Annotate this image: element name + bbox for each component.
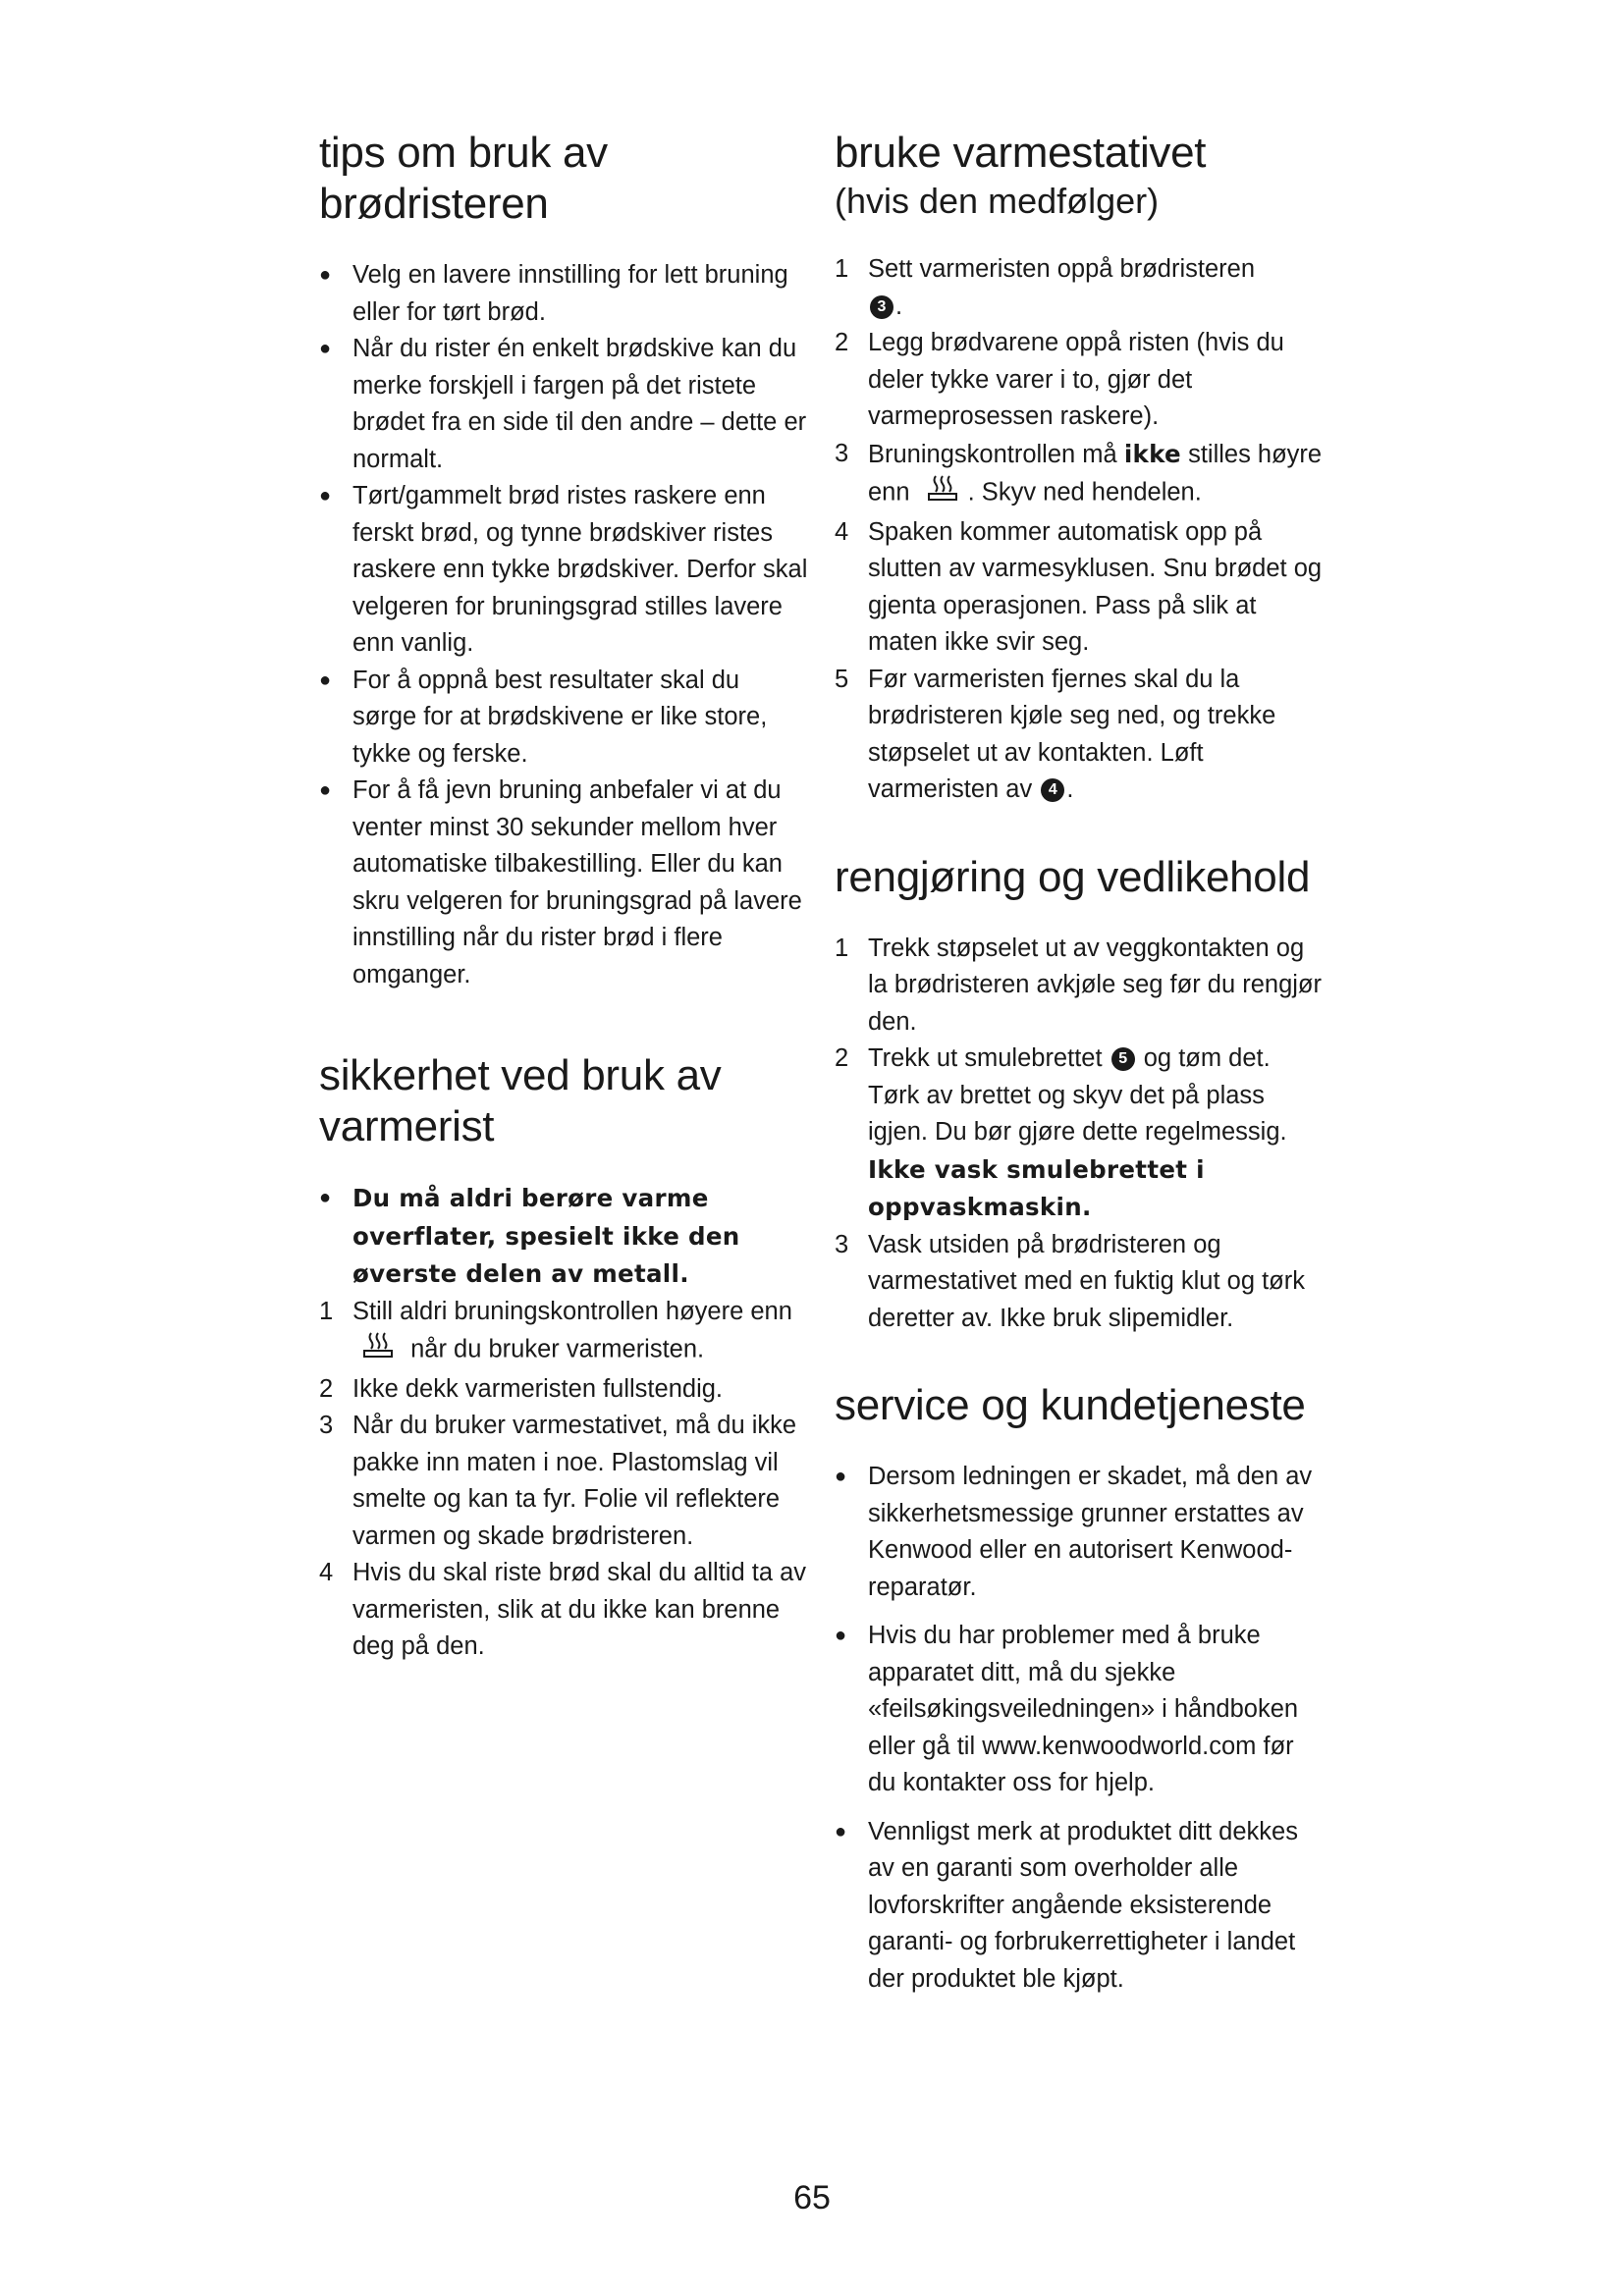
- list-item: ● For å oppnå best resultater skal du sørge for at brødskivene er like store, tykke og ferske.: [319, 663, 810, 774]
- rack-heading: bruke varmestativet: [835, 129, 1207, 177]
- warning-text: Du må aldri berøre varme overflater, spesielt ikke den øverste delen av metall.: [352, 1184, 740, 1288]
- service-heading: service og kundetjeneste: [835, 1381, 1306, 1429]
- item-number: 1: [835, 255, 849, 283]
- item-number: 3: [835, 1230, 849, 1258]
- item-number: 1: [319, 1297, 334, 1325]
- bullet-icon: ●: [319, 668, 332, 691]
- list-item: 1 Trekk støpselet ut av veggkontakten og la brødristeren avkjøle seg før du rengjør den.: [835, 931, 1326, 1041]
- warning-item: [319, 1180, 810, 1294]
- item-number: 2: [835, 1044, 849, 1072]
- service-list: [835, 1459, 1326, 1998]
- list-item: 3 Vask utsiden på brødristeren og varmestativet med en fuktig klut og tørk deretter av. Ikke bruk slipemidler.: [835, 1227, 1326, 1338]
- bullet-icon: ●: [835, 1466, 847, 1487]
- item-number: 2: [319, 1374, 334, 1403]
- safety-heading-line2: varmerist: [319, 1102, 495, 1150]
- cleaning-list: [835, 931, 1326, 1338]
- emphasis-text: ikke: [1123, 439, 1181, 468]
- list-item: ● Velg en lavere innstilling for lett bruning eller for tørt brød.: [319, 257, 810, 331]
- rack-subtitle: (hvis den medfølger): [835, 181, 1160, 221]
- bullet-icon: ●: [835, 1820, 847, 1842]
- tips-list: [319, 257, 810, 993]
- list-item: ● Når du rister én enkelt brødskive kan du merke forskjell i fargen på det ristete brødet fra en side til den andre – dette er normalt.: [319, 331, 810, 478]
- bullet-icon: ●: [319, 1187, 332, 1208]
- list-item: 4 Spaken kommer automatisk opp på slutten av varmesyklusen. Snu brødet og gjenta operasjonen. Pass på slik at maten ikke svir seg.: [835, 514, 1326, 662]
- list-item: ● Vennligst merk at produktet ditt dekkes av en garanti som overholder alle lovforskrifter angående eksisterende garanti- og forbrukerrettigheter i landet der produktet ble kjøpt.: [835, 1814, 1326, 1999]
- item-number: 4: [319, 1559, 334, 1586]
- list-item: 4 Hvis du skal riste brød skal du alltid ta av varmeristen, slik at du ikke kan brenne deg på den.: [319, 1555, 810, 1666]
- item-number: 3: [835, 439, 849, 467]
- item-number: 1: [835, 934, 849, 962]
- bullet-icon: ●: [319, 779, 332, 801]
- list-item: 5 Før varmeristen fjernes skal du la brødristeren kjøle seg ned, og trekke støpselet ut av kontakten. Løft varmeristen av 4 .: [835, 662, 1326, 809]
- item-number: 2: [835, 329, 849, 356]
- list-item: 1 Sett varmeristen oppå brødristeren 3 .: [835, 251, 1326, 325]
- item-number: 3: [319, 1412, 334, 1439]
- tips-heading-line2: brødristeren: [319, 180, 549, 228]
- left-column: [319, 128, 810, 1666]
- list-item: ● Dersom ledningen er skadet, må den av sikkerhetsmessige grunner erstattes av Kenwood eller en autorisert Kenwood-reparatør.: [835, 1459, 1326, 1606]
- list-item: 2 Legg brødvarene oppå risten (hvis du deler tykke varer i to, gjør det varmeprosessen raskere).: [835, 325, 1326, 436]
- bullet-icon: ●: [319, 485, 332, 507]
- right-column: [835, 128, 1326, 1998]
- list-item: ● For å få jevn bruning anbefaler vi at du venter minst 30 sekunder mellom hver automatiske tilbakestilling. Eller du kan skru velgeren for bruningsgrad på lavere innstilling når du rister brød i flere omganger.: [319, 773, 810, 993]
- emphasis-text: Ikke vask smulebrettet i oppvaskmaskin.: [868, 1154, 1205, 1221]
- rack-list: [835, 251, 1326, 809]
- bullet-icon: ●: [835, 1625, 847, 1646]
- list-item: ● Hvis du har problemer med å bruke apparatet ditt, må du sjekke «feilsøkingsveiledningen» i håndboken eller gå til www.kenwoodworld.com før du kontakter oss for hjelp.: [835, 1618, 1326, 1802]
- tips-heading-line1: tips om bruk av: [319, 129, 608, 177]
- item-number: 4: [835, 517, 849, 546]
- list-item: 2 Ikke dekk varmeristen fullstendig.: [319, 1371, 810, 1409]
- list-item: 3 Når du bruker varmestativet, må du ikke pakke inn maten i noe. Plastomslag vil smelte og kan ta fyr. Folie vil reflektere varmen og skade brødristeren.: [319, 1408, 810, 1555]
- figure-ref-5-icon: 5: [1111, 1047, 1135, 1071]
- figure-ref-4-icon: 4: [1041, 778, 1064, 802]
- page-number: 65: [793, 2179, 831, 2216]
- bullet-icon: ●: [319, 338, 332, 359]
- tips-heading: [319, 128, 810, 230]
- cleaning-heading: rengjøring og vedlikehold: [835, 852, 1311, 901]
- safety-list: [319, 1180, 810, 1666]
- list-item: 1 Still aldri bruningskontrollen høyere enn når du bruker varmeristen.: [319, 1294, 810, 1371]
- figure-ref-3-icon: 3: [870, 295, 893, 319]
- bullet-icon: ●: [319, 264, 332, 286]
- heat-setting-icon: [923, 473, 962, 514]
- safety-heading-line1: sikkerhet ved bruk av: [319, 1051, 722, 1099]
- safety-heading: [319, 1050, 810, 1152]
- heat-setting-icon: [358, 1330, 398, 1371]
- list-item: ● Tørt/gammelt brød ristes raskere enn ferskt brød, og tynne brødskiver ristes raskere enn tykke brødskiver. Derfor skal velgeren for bruningsgrad stilles lavere enn vanlig.: [319, 478, 810, 663]
- list-item: 3 Bruningskontrollen må ikke stilles høyre enn . Skyv ned hendelen.: [835, 436, 1326, 514]
- item-number: 5: [835, 665, 849, 693]
- list-item: 2 Trekk ut smulebrettet 5 og tøm det. Tørk av brettet og skyv det på plass igjen. Du bør gjøre dette regelmessig. Ikke vask smulebrettet i oppvaskmaskin.: [835, 1041, 1326, 1227]
